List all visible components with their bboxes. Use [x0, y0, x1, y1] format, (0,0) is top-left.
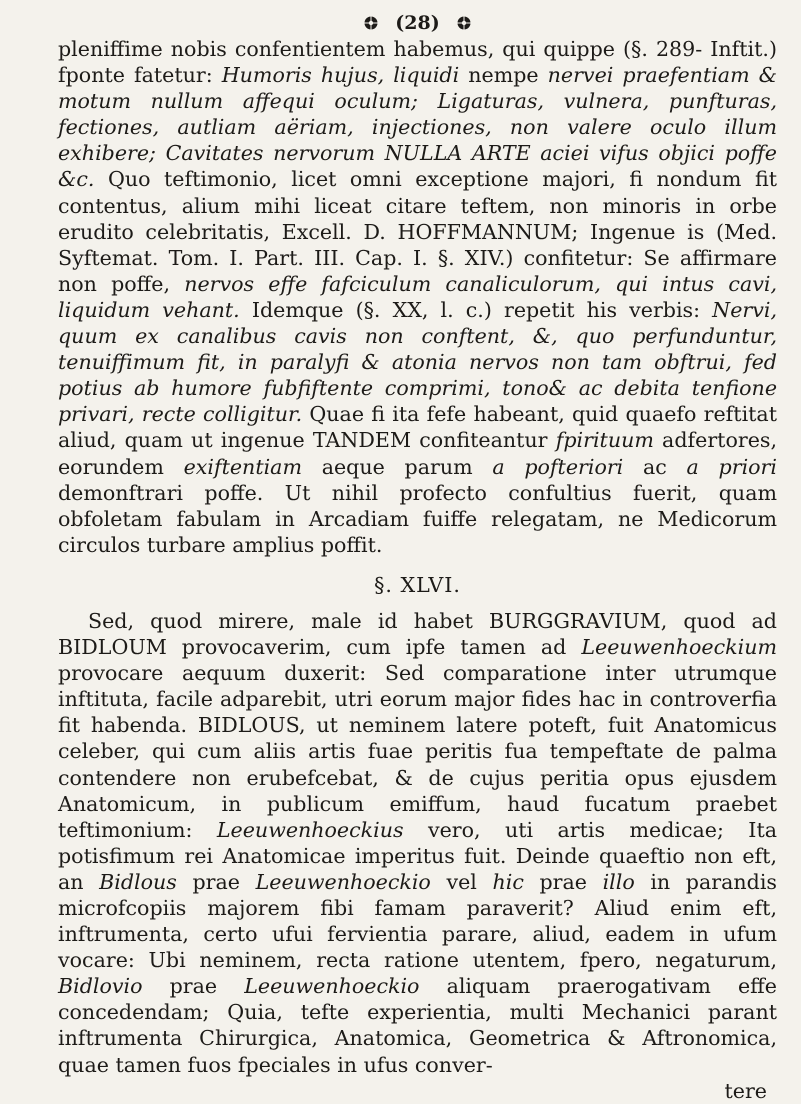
italic-run: nervos effe fafciculum canaliculorum, qui intus cavi, liquidum vehant.	[58, 271, 777, 322]
body-text	[58, 36, 777, 1104]
text-run: Idemque (§. XX, l. c.) repetit his verbis:	[239, 297, 713, 322]
fleuron-ornament-right	[456, 15, 472, 31]
italic-run: Leeuwenhoeckius	[216, 817, 404, 842]
text-run: demonftrari poffe. Ut nihil profecto confultius fuerit, quam obfoletam fabulam in Arcadiam fuiffe relegatam, ne Medicorum circulos turbare amplius poffit.	[58, 480, 777, 557]
section-heading: §. XLVI.	[374, 572, 461, 597]
italic-run: Bidlovio	[58, 974, 143, 999]
text-run: adfertores, eorundem	[58, 428, 777, 479]
text-run: vel	[430, 869, 493, 894]
text-run: prae	[523, 869, 603, 894]
text-run: in parandis microfcopiis majorem fibi famam paraverit? Aliud enim eft, inftrumenta, certo ufui fervientia parare, aliud, eadem in ufum vocare: Ubi neminem, recta ratione utentem, fpero, negaturum,	[58, 869, 777, 973]
italic-run: nervei praefentiam & motum nullum affequi oculum; Ligaturas, vulnera, punfturas, fectiones, autliam aëriam, injectiones, non valere oculo illum exhibere; Cavitates nervorum NULLA ARTE aciei vifus objici poffe &c.	[58, 63, 777, 192]
text-run: prae	[142, 974, 245, 999]
paragraph	[58, 608, 777, 1078]
text-run: Sed, quod mirere, male id habet BURGGRAVIUM, quod ad BIDLOUM provocaverim, cum ipfe tamen ad	[58, 608, 777, 660]
text-run: aliquam praerogativam effe concedendam; Quia, tefte experientia, multi Mechanici parant inftrumenta Chirurgica, Anatomica, Geometrica & Aftronomica, quae tamen fuos fpeciales in ufus conver-	[58, 974, 777, 1077]
italic-run: a priori	[686, 454, 777, 479]
text-run: provocare aequum duxerit: Sed comparatione inter utrumque inftituta, facile adparebit, utri eorum major fides hac in controverfia fit habenda. BIDLOUS, ut neminem latere poteft, fuit Anatomicus celeber, qui cum aliis artis fuae peritis fua tempeftate de palma contendere non erubefcebat, & de cujus peritia opus ejusdem Anatomicum, in publicum emiffum, haud fucatum praebet teftimonium:	[58, 661, 777, 842]
text-run: ac	[623, 454, 687, 479]
text-run: aeque parum	[301, 454, 493, 479]
italic-run: Nervi, quum ex canalibus cavis non conftent, &, quo perfunduntur, tenuiffimum fit, in paralyfi & atonia nervos non tam obftrui, fed potius ab humore fubfiftente comprimi, tono& ac debita tenfione privari, recte colligitur.	[58, 297, 777, 427]
italic-run: hic	[492, 869, 524, 894]
text-run: Quo teftimonio, licet omni exceptione majori, fi nondum fit contentus, alium mihi liceat citare teftem, non minoris in orbe erudito celebritatis, Excell. D. HOFFMANNUM; Ingenue is (Med. Syftemat. Tom. I. Part. III. Cap. I. §. XIV.) confitetur: Se affirmare non poffe,	[58, 167, 777, 296]
text-run: nempe	[459, 63, 548, 88]
text-run: vero, uti artis medicae; Ita potisfimum rei Anatomicae imperitus fuit. Deinde quaeftio non eft, an	[58, 817, 777, 894]
italic-run: Humoris hujus, liquidi	[221, 63, 460, 88]
italic-run: Leeuwenhoeckio	[244, 974, 420, 999]
text-run: pleniffime nobis confentientem habemus, qui quippe (§. 289- Inftit.) fponte fatetur:	[58, 37, 777, 88]
paragraph-continued	[58, 36, 777, 558]
italic-run: Bidlous	[99, 869, 177, 894]
fleuron-ornament-left	[363, 15, 379, 31]
page-header	[58, 10, 777, 36]
italic-run: illo	[602, 869, 635, 894]
page-number: (28)	[395, 12, 440, 34]
italic-run: Leeuwenhoeckio	[255, 869, 431, 894]
catchword: tere	[724, 1078, 767, 1103]
italic-run: exiftentiam	[183, 454, 302, 479]
text-run: Quae fi ita fefe habeant, quid quaefo reftitat aliud, quam ut ingenue TANDEM confiteantur	[58, 402, 777, 453]
text-run: prae	[176, 869, 256, 894]
italic-run: fpirituum	[555, 428, 654, 453]
italic-run: Leeuwenhoeckium	[581, 635, 777, 660]
italic-run: a pofteriori	[492, 454, 624, 479]
